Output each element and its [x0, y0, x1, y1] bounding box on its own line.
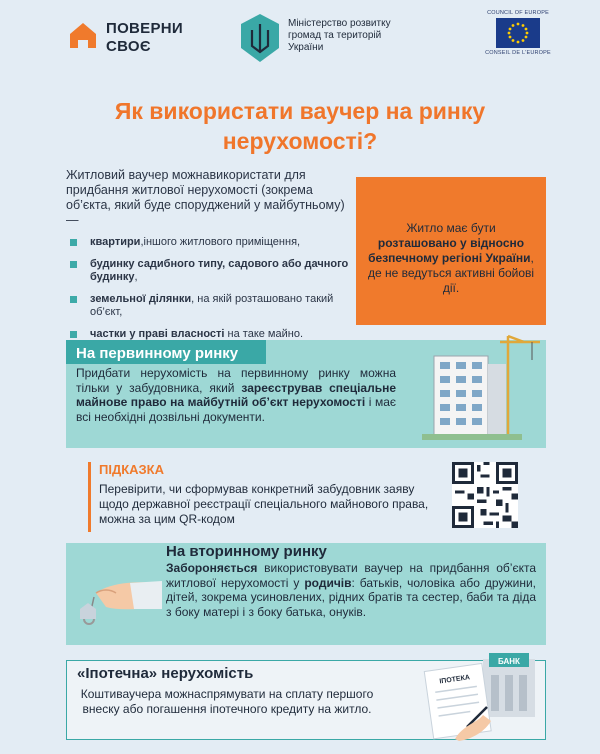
bullet-square-icon: [70, 239, 77, 246]
primary-market-section: [66, 340, 546, 448]
list-item-bold: будинку садибного типу, садового або дачного будинку: [90, 257, 349, 283]
list-item: [66, 328, 366, 342]
page-title: Як використати ваучер на ринку нерухомості?: [114, 98, 486, 154]
list-item-rest: ,: [134, 271, 138, 283]
tip-section: [88, 462, 438, 532]
secondary-text-part1: використовувати ваучер на придбання об’єкта житлової нерухомості у: [166, 561, 536, 590]
list-item-rest: , на якій розташовано такий об’єкт,: [90, 292, 334, 318]
house-logo-icon: [66, 18, 100, 52]
mortgage-heading: «Іпотечна» нерухомість: [77, 665, 254, 682]
mortgage-doc-label: ІПОТЕКА: [439, 674, 471, 686]
logo-line2: СВОЄ: [106, 38, 151, 55]
list-item-bold: земельної ділянки: [90, 292, 192, 305]
callout-text-bold: розташовано у відносно безпечному регіоні України: [368, 236, 531, 265]
council-of-europe-logo: [478, 10, 558, 66]
primary-market-text: [76, 366, 396, 424]
list-item: [66, 236, 366, 250]
building-crane-illustration-icon: [414, 330, 542, 442]
list-item-bold: частки у праві власності: [90, 327, 225, 340]
property-type-list: [66, 236, 366, 349]
bullet-square-icon: [70, 331, 77, 338]
safe-region-callout: [356, 177, 546, 325]
coe-top-text: COUNCIL OF EUROPE: [487, 10, 549, 16]
trident-emblem-icon: [238, 12, 282, 64]
ministry-logo: [238, 10, 438, 66]
tip-heading: ПІДКАЗКА: [99, 462, 165, 477]
secondary-market-heading: На вторинному ринку: [166, 543, 327, 560]
povernu-svoe-logo: [66, 16, 186, 60]
list-item: [66, 258, 366, 285]
coe-bottom-text: CONSEIL DE L'EUROPE: [485, 50, 551, 56]
callout-text-part1: Житло має бути: [406, 221, 496, 235]
eu-stars-flag-icon: [496, 18, 540, 48]
list-item: [66, 293, 366, 320]
primary-text-part1: Придбати нерухомість на первинному ринку можна тільки у забудовника, який: [76, 366, 396, 395]
hand-with-key-icon: [76, 563, 162, 633]
secondary-text-bold1: Забороняється: [166, 561, 258, 575]
bullet-square-icon: [70, 296, 77, 303]
list-item-rest: ,іншого житлового приміщення,: [140, 236, 301, 248]
secondary-market-section: [66, 543, 546, 645]
logo-line1: ПОВЕРНИ: [106, 20, 184, 37]
secondary-text-part2: : батьків, чоловіка або дружини, дітей, зокрема усиновлених, рідних братів та сестер, баби та діда з боку матері і з боку батька, онуків.: [166, 575, 536, 619]
mortgage-bank-illustration-icon: [419, 653, 539, 741]
bank-label: БАНК: [498, 657, 520, 666]
primary-text-part2: і має всі необхідні дозвільні документи.: [76, 395, 396, 424]
list-item-rest: на таке майно.: [224, 327, 304, 340]
mortgage-text: Коштиваучера можнаспрямувати на сплату першого внеску або погашення іпотечного кредиту на житло.: [80, 687, 374, 716]
ministry-line2: громад та територій: [288, 30, 382, 41]
tip-text: Перевірити, чи сформував конкретний забудовник заяву щодо державної реєстрації спеціального майнового права, можна за цим QR-кодом: [99, 482, 429, 526]
list-item-bold: квартири: [90, 236, 141, 248]
callout-text-part2: , де не ведуться активні бойові дії.: [367, 251, 535, 295]
mortgage-section: [66, 657, 546, 740]
ministry-line3: України: [288, 42, 324, 53]
intro-text: Житловий ваучер можнавикористати для придбання житлової нерухомості (зокрема об’єкта, який буде споруджений у майбутньому) —: [66, 168, 345, 227]
primary-text-bold: зареєстрував спеціальне майнове право на майбутній об’єкт нерухомості: [76, 380, 397, 409]
secondary-market-text: [166, 561, 536, 619]
secondary-text-bold2: родичів: [304, 575, 352, 590]
primary-market-heading: На первинному ринку: [66, 340, 266, 364]
qr-code-icon[interactable]: [452, 462, 518, 528]
header: [0, 0, 600, 78]
bullet-square-icon: [70, 261, 77, 268]
ministry-line1: Міністерство розвитку: [288, 18, 391, 29]
